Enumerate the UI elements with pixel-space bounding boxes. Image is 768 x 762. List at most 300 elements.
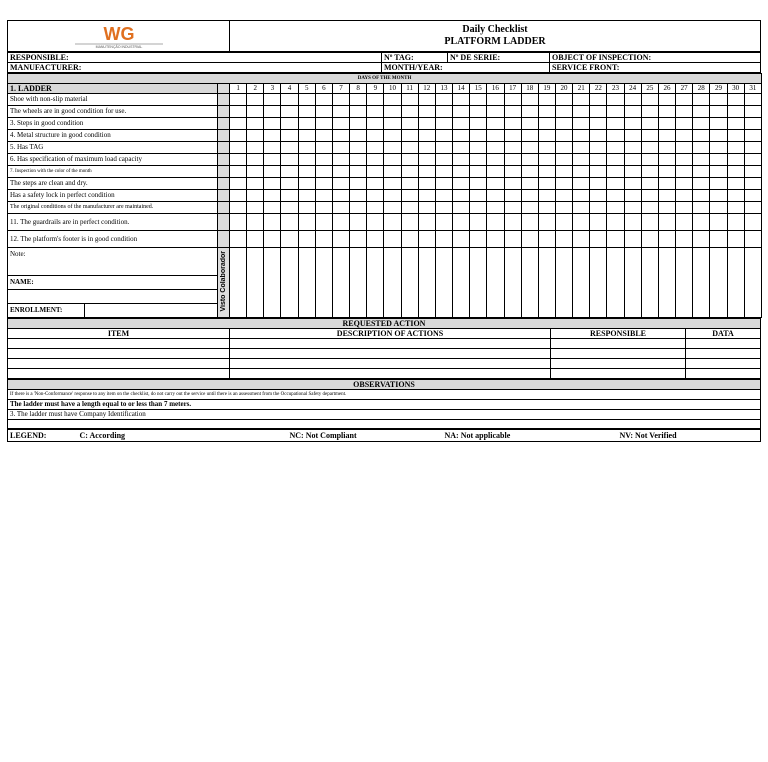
day-check-cell[interactable]: [710, 142, 727, 154]
day-check-cell[interactable]: [401, 178, 418, 190]
day-check-cell[interactable]: [350, 214, 367, 231]
day-check-cell[interactable]: [264, 142, 281, 154]
day-check-cell[interactable]: [607, 178, 624, 190]
day-check-cell[interactable]: [350, 94, 367, 106]
day-check-cell[interactable]: [470, 130, 487, 142]
day-check-cell[interactable]: [264, 214, 281, 231]
day-check-cell[interactable]: [367, 190, 384, 202]
day-check-cell[interactable]: [230, 178, 247, 190]
day-check-cell[interactable]: [315, 154, 332, 166]
signature-cell[interactable]: [624, 248, 641, 318]
day-check-cell[interactable]: [264, 130, 281, 142]
day-check-cell[interactable]: [418, 190, 435, 202]
day-check-cell[interactable]: [350, 202, 367, 214]
day-check-cell[interactable]: [607, 202, 624, 214]
day-check-cell[interactable]: [470, 154, 487, 166]
day-check-cell[interactable]: [435, 130, 452, 142]
day-check-cell[interactable]: [384, 118, 401, 130]
day-check-cell[interactable]: [350, 130, 367, 142]
action-data-cell[interactable]: [686, 359, 761, 369]
day-check-cell[interactable]: [538, 166, 555, 178]
day-check-cell[interactable]: [435, 166, 452, 178]
day-check-cell[interactable]: [401, 106, 418, 118]
day-check-cell[interactable]: [298, 178, 315, 190]
day-check-cell[interactable]: [607, 142, 624, 154]
day-check-cell[interactable]: [418, 130, 435, 142]
day-check-cell[interactable]: [744, 214, 761, 231]
day-check-cell[interactable]: [230, 118, 247, 130]
day-check-cell[interactable]: [350, 106, 367, 118]
day-check-cell[interactable]: [350, 142, 367, 154]
day-check-cell[interactable]: [418, 94, 435, 106]
day-check-cell[interactable]: [727, 231, 744, 248]
day-check-cell[interactable]: [504, 94, 521, 106]
day-check-cell[interactable]: [658, 166, 675, 178]
day-check-cell[interactable]: [573, 178, 590, 190]
day-check-cell[interactable]: [470, 94, 487, 106]
day-check-cell[interactable]: [230, 94, 247, 106]
day-check-cell[interactable]: [658, 202, 675, 214]
day-check-cell[interactable]: [676, 118, 693, 130]
day-check-cell[interactable]: [435, 202, 452, 214]
day-check-cell[interactable]: [281, 94, 298, 106]
day-check-cell[interactable]: [453, 202, 470, 214]
day-check-cell[interactable]: [264, 166, 281, 178]
day-check-cell[interactable]: [435, 94, 452, 106]
day-check-cell[interactable]: [435, 214, 452, 231]
day-check-cell[interactable]: [710, 154, 727, 166]
day-check-cell[interactable]: [384, 231, 401, 248]
day-check-cell[interactable]: [247, 190, 264, 202]
day-check-cell[interactable]: [332, 106, 349, 118]
day-check-cell[interactable]: [658, 154, 675, 166]
day-check-cell[interactable]: [298, 94, 315, 106]
day-check-cell[interactable]: [264, 202, 281, 214]
signature-cell[interactable]: [590, 248, 607, 318]
day-check-cell[interactable]: [744, 106, 761, 118]
day-check-cell[interactable]: [658, 130, 675, 142]
day-check-cell[interactable]: [384, 190, 401, 202]
day-check-cell[interactable]: [247, 166, 264, 178]
day-check-cell[interactable]: [676, 130, 693, 142]
day-check-cell[interactable]: [693, 94, 710, 106]
day-check-cell[interactable]: [504, 130, 521, 142]
day-check-cell[interactable]: [264, 190, 281, 202]
day-check-cell[interactable]: [453, 166, 470, 178]
day-check-cell[interactable]: [418, 178, 435, 190]
action-desc-cell[interactable]: [230, 349, 551, 359]
day-check-cell[interactable]: [590, 166, 607, 178]
day-check-cell[interactable]: [418, 142, 435, 154]
day-check-cell[interactable]: [624, 94, 641, 106]
day-check-cell[interactable]: [744, 94, 761, 106]
day-check-cell[interactable]: [676, 178, 693, 190]
day-check-cell[interactable]: [573, 118, 590, 130]
day-check-cell[interactable]: [624, 154, 641, 166]
signature-cell[interactable]: [641, 248, 658, 318]
day-check-cell[interactable]: [298, 202, 315, 214]
day-check-cell[interactable]: [590, 106, 607, 118]
day-check-cell[interactable]: [727, 94, 744, 106]
action-data-cell[interactable]: [686, 349, 761, 359]
day-check-cell[interactable]: [384, 94, 401, 106]
day-check-cell[interactable]: [538, 130, 555, 142]
month-year-field[interactable]: MONTH/YEAR:: [382, 63, 550, 73]
action-item-cell[interactable]: [8, 339, 230, 349]
day-check-cell[interactable]: [401, 190, 418, 202]
day-check-cell[interactable]: [573, 202, 590, 214]
day-check-cell[interactable]: [538, 154, 555, 166]
day-check-cell[interactable]: [538, 106, 555, 118]
day-check-cell[interactable]: [693, 178, 710, 190]
day-check-cell[interactable]: [453, 231, 470, 248]
day-check-cell[interactable]: [453, 142, 470, 154]
signature-cell[interactable]: [555, 248, 572, 318]
day-check-cell[interactable]: [521, 94, 538, 106]
day-check-cell[interactable]: [418, 118, 435, 130]
signature-cell[interactable]: [230, 248, 247, 318]
day-check-cell[interactable]: [555, 190, 572, 202]
day-check-cell[interactable]: [504, 231, 521, 248]
day-check-cell[interactable]: [401, 130, 418, 142]
day-check-cell[interactable]: [573, 154, 590, 166]
day-check-cell[interactable]: [658, 106, 675, 118]
day-check-cell[interactable]: [555, 106, 572, 118]
day-check-cell[interactable]: [624, 118, 641, 130]
day-check-cell[interactable]: [710, 106, 727, 118]
day-check-cell[interactable]: [384, 166, 401, 178]
action-desc-cell[interactable]: [230, 359, 551, 369]
day-check-cell[interactable]: [641, 118, 658, 130]
day-check-cell[interactable]: [641, 106, 658, 118]
day-check-cell[interactable]: [676, 106, 693, 118]
day-check-cell[interactable]: [281, 106, 298, 118]
day-check-cell[interactable]: [367, 130, 384, 142]
day-check-cell[interactable]: [744, 118, 761, 130]
day-check-cell[interactable]: [573, 190, 590, 202]
day-check-cell[interactable]: [658, 231, 675, 248]
day-check-cell[interactable]: [453, 118, 470, 130]
day-check-cell[interactable]: [710, 178, 727, 190]
day-check-cell[interactable]: [401, 118, 418, 130]
day-check-cell[interactable]: [401, 214, 418, 231]
day-check-cell[interactable]: [590, 154, 607, 166]
day-check-cell[interactable]: [264, 94, 281, 106]
day-check-cell[interactable]: [298, 130, 315, 142]
day-check-cell[interactable]: [350, 190, 367, 202]
day-check-cell[interactable]: [453, 178, 470, 190]
day-check-cell[interactable]: [247, 130, 264, 142]
day-check-cell[interactable]: [230, 202, 247, 214]
day-check-cell[interactable]: [384, 106, 401, 118]
day-check-cell[interactable]: [693, 166, 710, 178]
signature-cell[interactable]: [384, 248, 401, 318]
day-check-cell[interactable]: [281, 142, 298, 154]
day-check-cell[interactable]: [710, 231, 727, 248]
action-item-cell[interactable]: [8, 369, 230, 379]
day-check-cell[interactable]: [744, 202, 761, 214]
day-check-cell[interactable]: [487, 142, 504, 154]
day-check-cell[interactable]: [538, 231, 555, 248]
day-check-cell[interactable]: [281, 130, 298, 142]
day-check-cell[interactable]: [298, 190, 315, 202]
day-check-cell[interactable]: [298, 231, 315, 248]
day-check-cell[interactable]: [676, 231, 693, 248]
day-check-cell[interactable]: [555, 118, 572, 130]
day-check-cell[interactable]: [418, 106, 435, 118]
signature-cell[interactable]: [693, 248, 710, 318]
signature-cell[interactable]: [521, 248, 538, 318]
manufacturer-field[interactable]: MANUFACTURER:: [8, 63, 382, 73]
day-check-cell[interactable]: [453, 94, 470, 106]
day-check-cell[interactable]: [470, 142, 487, 154]
signature-cell[interactable]: [538, 248, 555, 318]
day-check-cell[interactable]: [418, 202, 435, 214]
day-check-cell[interactable]: [230, 154, 247, 166]
day-check-cell[interactable]: [315, 166, 332, 178]
day-check-cell[interactable]: [607, 214, 624, 231]
day-check-cell[interactable]: [367, 118, 384, 130]
day-check-cell[interactable]: [332, 231, 349, 248]
day-check-cell[interactable]: [264, 154, 281, 166]
day-check-cell[interactable]: [624, 214, 641, 231]
day-check-cell[interactable]: [727, 190, 744, 202]
action-data-cell[interactable]: [686, 369, 761, 379]
day-check-cell[interactable]: [332, 214, 349, 231]
day-check-cell[interactable]: [281, 202, 298, 214]
day-check-cell[interactable]: [470, 231, 487, 248]
day-check-cell[interactable]: [624, 231, 641, 248]
signature-cell[interactable]: [264, 248, 281, 318]
day-check-cell[interactable]: [573, 142, 590, 154]
day-check-cell[interactable]: [315, 178, 332, 190]
day-check-cell[interactable]: [487, 231, 504, 248]
action-data-cell[interactable]: [686, 339, 761, 349]
day-check-cell[interactable]: [281, 190, 298, 202]
day-check-cell[interactable]: [676, 190, 693, 202]
day-check-cell[interactable]: [641, 130, 658, 142]
day-check-cell[interactable]: [624, 178, 641, 190]
day-check-cell[interactable]: [418, 154, 435, 166]
day-check-cell[interactable]: [281, 154, 298, 166]
day-check-cell[interactable]: [590, 178, 607, 190]
day-check-cell[interactable]: [710, 214, 727, 231]
day-check-cell[interactable]: [521, 130, 538, 142]
day-check-cell[interactable]: [504, 142, 521, 154]
day-check-cell[interactable]: [573, 231, 590, 248]
day-check-cell[interactable]: [435, 190, 452, 202]
day-check-cell[interactable]: [315, 231, 332, 248]
day-check-cell[interactable]: [710, 166, 727, 178]
day-check-cell[interactable]: [350, 154, 367, 166]
day-check-cell[interactable]: [367, 154, 384, 166]
day-check-cell[interactable]: [744, 154, 761, 166]
day-check-cell[interactable]: [693, 118, 710, 130]
day-check-cell[interactable]: [538, 202, 555, 214]
name-blank[interactable]: [8, 290, 218, 304]
action-item-cell[interactable]: [8, 349, 230, 359]
signature-cell[interactable]: [607, 248, 624, 318]
day-check-cell[interactable]: [315, 214, 332, 231]
day-check-cell[interactable]: [332, 142, 349, 154]
day-check-cell[interactable]: [435, 231, 452, 248]
day-check-cell[interactable]: [401, 166, 418, 178]
day-check-cell[interactable]: [607, 106, 624, 118]
day-check-cell[interactable]: [521, 106, 538, 118]
day-check-cell[interactable]: [247, 178, 264, 190]
day-check-cell[interactable]: [264, 178, 281, 190]
day-check-cell[interactable]: [641, 214, 658, 231]
day-check-cell[interactable]: [487, 190, 504, 202]
day-check-cell[interactable]: [264, 106, 281, 118]
day-check-cell[interactable]: [367, 166, 384, 178]
day-check-cell[interactable]: [676, 94, 693, 106]
name-field[interactable]: [8, 276, 218, 290]
action-resp-cell[interactable]: [551, 339, 686, 349]
signature-cell[interactable]: [453, 248, 470, 318]
day-check-cell[interactable]: [521, 118, 538, 130]
signature-cell[interactable]: [332, 248, 349, 318]
day-check-cell[interactable]: [538, 142, 555, 154]
day-check-cell[interactable]: [555, 94, 572, 106]
day-check-cell[interactable]: [607, 166, 624, 178]
action-desc-cell[interactable]: [230, 369, 551, 379]
day-check-cell[interactable]: [247, 231, 264, 248]
day-check-cell[interactable]: [710, 202, 727, 214]
day-check-cell[interactable]: [744, 190, 761, 202]
day-check-cell[interactable]: [538, 214, 555, 231]
day-check-cell[interactable]: [315, 142, 332, 154]
day-check-cell[interactable]: [521, 178, 538, 190]
day-check-cell[interactable]: [247, 202, 264, 214]
day-check-cell[interactable]: [487, 202, 504, 214]
day-check-cell[interactable]: [658, 178, 675, 190]
day-check-cell[interactable]: [607, 130, 624, 142]
signature-cell[interactable]: [727, 248, 744, 318]
day-check-cell[interactable]: [487, 214, 504, 231]
day-check-cell[interactable]: [693, 142, 710, 154]
day-check-cell[interactable]: [521, 202, 538, 214]
day-check-cell[interactable]: [521, 166, 538, 178]
signature-cell[interactable]: [470, 248, 487, 318]
day-check-cell[interactable]: [658, 190, 675, 202]
day-check-cell[interactable]: [247, 118, 264, 130]
day-check-cell[interactable]: [384, 178, 401, 190]
day-check-cell[interactable]: [693, 154, 710, 166]
day-check-cell[interactable]: [487, 178, 504, 190]
day-check-cell[interactable]: [247, 94, 264, 106]
day-check-cell[interactable]: [641, 202, 658, 214]
day-check-cell[interactable]: [641, 190, 658, 202]
action-resp-cell[interactable]: [551, 349, 686, 359]
day-check-cell[interactable]: [521, 214, 538, 231]
day-check-cell[interactable]: [315, 94, 332, 106]
day-check-cell[interactable]: [624, 202, 641, 214]
day-check-cell[interactable]: [727, 130, 744, 142]
day-check-cell[interactable]: [247, 142, 264, 154]
day-check-cell[interactable]: [607, 190, 624, 202]
day-check-cell[interactable]: [298, 214, 315, 231]
note-field[interactable]: [8, 248, 218, 276]
day-check-cell[interactable]: [487, 106, 504, 118]
day-check-cell[interactable]: [332, 130, 349, 142]
day-check-cell[interactable]: [624, 166, 641, 178]
day-check-cell[interactable]: [590, 202, 607, 214]
signature-cell[interactable]: [676, 248, 693, 318]
signature-cell[interactable]: [315, 248, 332, 318]
day-check-cell[interactable]: [641, 154, 658, 166]
day-check-cell[interactable]: [230, 142, 247, 154]
day-check-cell[interactable]: [401, 142, 418, 154]
day-check-cell[interactable]: [281, 118, 298, 130]
day-check-cell[interactable]: [504, 214, 521, 231]
day-check-cell[interactable]: [521, 190, 538, 202]
day-check-cell[interactable]: [367, 142, 384, 154]
tag-field[interactable]: Nº TAG:: [382, 53, 448, 63]
day-check-cell[interactable]: [693, 231, 710, 248]
day-check-cell[interactable]: [315, 106, 332, 118]
day-check-cell[interactable]: [470, 202, 487, 214]
day-check-cell[interactable]: [367, 214, 384, 231]
action-resp-cell[interactable]: [551, 359, 686, 369]
signature-cell[interactable]: [281, 248, 298, 318]
day-check-cell[interactable]: [401, 94, 418, 106]
day-check-cell[interactable]: [470, 178, 487, 190]
day-check-cell[interactable]: [590, 130, 607, 142]
day-check-cell[interactable]: [367, 231, 384, 248]
day-check-cell[interactable]: [401, 231, 418, 248]
day-check-cell[interactable]: [727, 142, 744, 154]
day-check-cell[interactable]: [264, 118, 281, 130]
day-check-cell[interactable]: [573, 94, 590, 106]
day-check-cell[interactable]: [315, 118, 332, 130]
day-check-cell[interactable]: [744, 166, 761, 178]
day-check-cell[interactable]: [230, 214, 247, 231]
day-check-cell[interactable]: [487, 130, 504, 142]
signature-cell[interactable]: [658, 248, 675, 318]
day-check-cell[interactable]: [590, 142, 607, 154]
day-check-cell[interactable]: [315, 202, 332, 214]
signature-cell[interactable]: [487, 248, 504, 318]
day-check-cell[interactable]: [332, 94, 349, 106]
day-check-cell[interactable]: [521, 231, 538, 248]
day-check-cell[interactable]: [744, 142, 761, 154]
day-check-cell[interactable]: [676, 154, 693, 166]
day-check-cell[interactable]: [332, 166, 349, 178]
day-check-cell[interactable]: [521, 154, 538, 166]
signature-cell[interactable]: [418, 248, 435, 318]
day-check-cell[interactable]: [435, 178, 452, 190]
day-check-cell[interactable]: [435, 142, 452, 154]
day-check-cell[interactable]: [453, 106, 470, 118]
signature-cell[interactable]: [350, 248, 367, 318]
signature-cell[interactable]: [710, 248, 727, 318]
day-check-cell[interactable]: [332, 202, 349, 214]
day-check-cell[interactable]: [710, 190, 727, 202]
day-check-cell[interactable]: [230, 231, 247, 248]
day-check-cell[interactable]: [607, 94, 624, 106]
day-check-cell[interactable]: [641, 142, 658, 154]
enrollment-field[interactable]: [8, 304, 218, 318]
day-check-cell[interactable]: [658, 118, 675, 130]
day-check-cell[interactable]: [504, 166, 521, 178]
day-check-cell[interactable]: [607, 118, 624, 130]
day-check-cell[interactable]: [624, 142, 641, 154]
day-check-cell[interactable]: [710, 94, 727, 106]
day-check-cell[interactable]: [315, 190, 332, 202]
day-check-cell[interactable]: [332, 154, 349, 166]
day-check-cell[interactable]: [573, 130, 590, 142]
